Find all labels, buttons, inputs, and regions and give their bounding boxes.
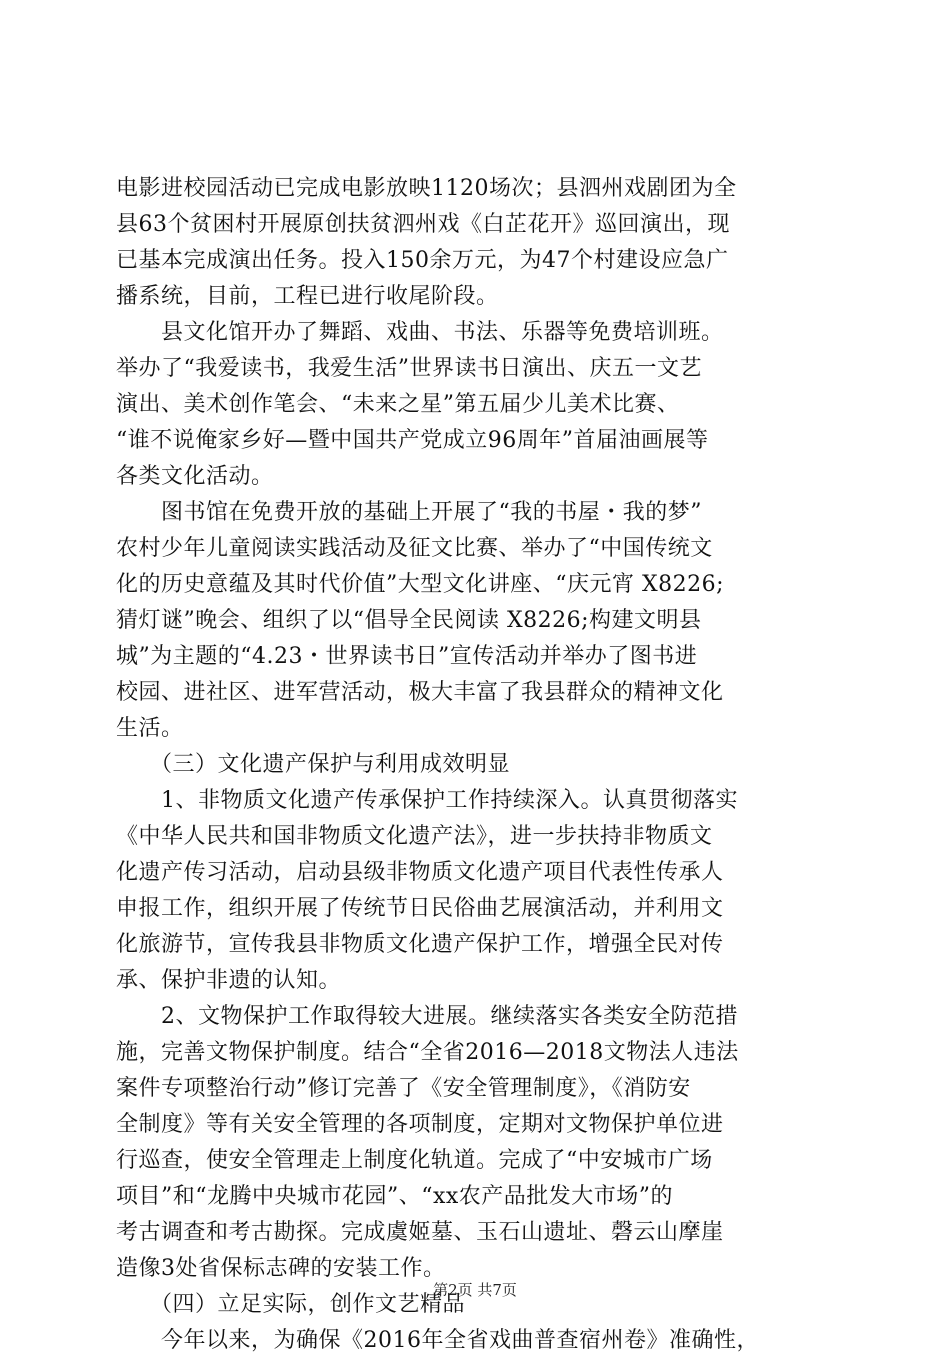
text-line: （四）立足实际，创作文艺精品 [116,1292,466,1317]
text-line: 全制度》等有关安全管理的各项制度，定期对文物保护单位进 [116,1112,724,1137]
text-line: 造像3处省保标志碑的安装工作。 [116,1256,446,1281]
text-line: 施，完善文物保护制度。结合“全省2016—2018文物法人违法 [116,1040,739,1065]
text-line: 猜灯谜”晚会、组织了以“倡导全民阅读 X8226;构建文明县 [116,608,702,633]
text-line: 县63个贫困村开展原创扶贫泗州戏《白芷花开》巡回演出，现 [116,212,730,237]
page-footer: 第2页 共7页 [433,1281,517,1299]
text-line: 举办了“我爱读书，我爱生活”世界读书日演出、庆五一文艺 [116,356,702,381]
text-line: 农村少年儿童阅读实践活动及征文比赛、举办了“中国传统文 [116,536,713,561]
text-line: 县文化馆开办了舞蹈、戏曲、书法、乐器等免费培训班。 [116,320,724,345]
text-line: 图书馆在免费开放的基础上开展了“我的书屋・我的梦” [116,500,702,525]
text-line: 生活。 [116,716,184,741]
text-line: 化遗产传习活动，启动县级非物质文化遗产项目代表性传承人 [116,860,724,885]
text-line: 各类文化活动。 [116,464,274,489]
text-line: （三）文化遗产保护与利用成效明显 [116,752,511,777]
text-line: 城”为主题的“4.23・世界读书日”宣传活动并举办了图书进 [116,644,698,669]
text-line: “谁不说俺家乡好—暨中国共产党成立96周年”首届油画展等 [116,428,709,453]
text-line: 化的历史意蕴及其时代价值”大型文化讲座、“庆元宵 X8226; [116,572,725,597]
text-line: 考古调查和考古勘探。完成虞姬墓、玉石山遗址、磬云山摩崖 [116,1220,724,1245]
text-line: 申报工作，组织开展了传统节日民俗曲艺展演活动，并利用文 [116,896,724,921]
text-line: 1、非物质文化遗产传承保护工作持续深入。认真贯彻落实 [116,788,738,813]
text-line: 承、保护非遗的认知。 [116,968,342,993]
text-line: 演出、美术创作笔会、“未来之星”第五届少儿美术比赛、 [116,392,680,417]
text-line: 2、文物保护工作取得较大进展。继续落实各类安全防范措 [116,1004,738,1029]
text-line: 已基本完成演出任务。投入150余万元，为47个村建设应急广 [116,248,729,273]
text-line: 电影进校园活动已完成电影放映1120场次；县泗州戏剧团为全 [116,176,737,201]
text-line: 行巡查，使安全管理走上制度化轨道。完成了“中安城市广场 [116,1148,713,1173]
text-line: 《中华人民共和国非物质文化遗产法》，进一步扶持非物质文 [116,824,713,849]
text-line: 案件专项整治行动”修订完善了《安全管理制度》，《消防安 [116,1076,691,1101]
text-line: 校园、进社区、进军营活动，极大丰富了我县群众的精神文化 [116,680,724,705]
document-body [116,171,836,1359]
text-line: 播系统，目前，工程已进行收尾阶段。 [116,284,499,309]
text-line: 项目”和“龙腾中央城市花园”、“xx农产品批发大市场”的 [116,1184,674,1209]
text-line: 化旅游节，宣传我县非物质文化遗产保护工作，增强全民对传 [116,932,724,957]
text-line: 今年以来，为确保《2016年全省戏曲普查宿州卷》准确性， [116,1328,759,1353]
